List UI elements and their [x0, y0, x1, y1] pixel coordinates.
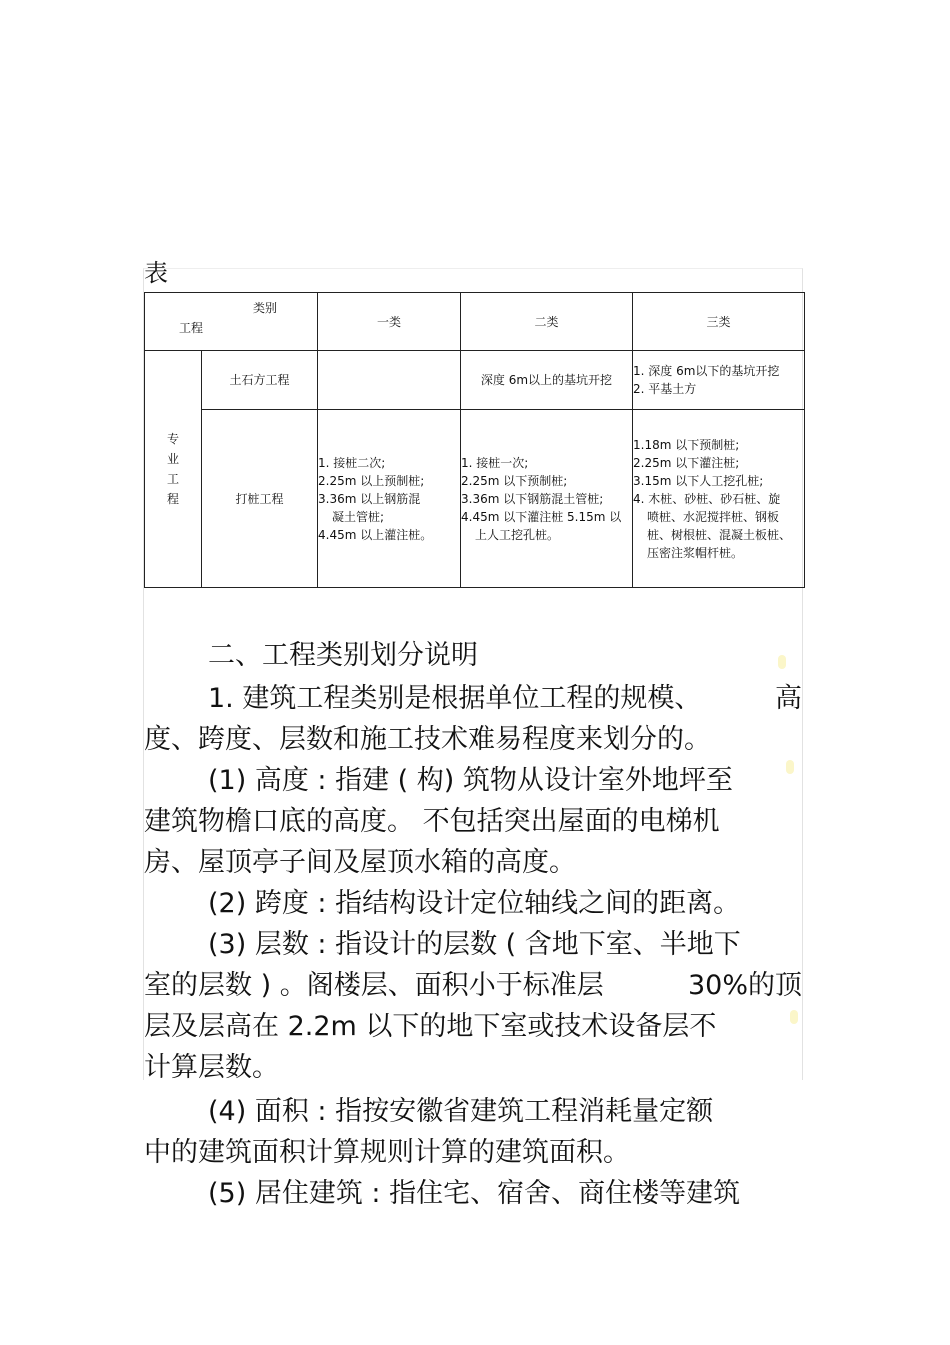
paragraph-line: 建筑物檐口底的高度。 不包括突出屋面的电梯机: [144, 806, 720, 837]
row-name: 土石方工程: [202, 351, 318, 410]
paragraph-line: (4) 面积 : 指按安徽省建筑工程消耗量定额: [208, 1096, 714, 1127]
table-row: [145, 351, 805, 410]
diagonal-header-cell: [145, 293, 318, 351]
paragraph-line: (1) 高度 : 指建 ( 构) 筑物从设计室外地坪至: [208, 765, 733, 796]
header-class3: 三类: [633, 293, 805, 351]
row-class2-cell: [461, 410, 633, 588]
paragraph-line: 1. 建筑工程类别是根据单位工程的规模、 高: [208, 683, 802, 714]
cell-line: 3.36m 以下钢筋混土管桩;: [461, 491, 604, 506]
table-header-row: [145, 293, 805, 351]
group-label-char: 专: [166, 432, 179, 446]
paragraph-line: 室的层数 ) 。阁楼层、面积小于标准层 30%的顶: [144, 970, 802, 1001]
paragraph-line: 层及层高在 2.2m 以下的地下室或技术设备层不: [144, 1011, 717, 1042]
cell-line: 3.15m 以下人工挖孔桩;: [633, 473, 764, 488]
row-class3-cell: [633, 410, 805, 588]
cell-line: 1. 接桩二次;: [318, 455, 386, 470]
cell-line: 压密注浆帽杆桩。: [647, 545, 744, 560]
paragraph-line: (3) 层数 : 指设计的层数 ( 含地下室、半地下: [208, 929, 741, 960]
row-class2-cell: [461, 351, 633, 410]
row-class1-cell: [318, 351, 461, 410]
paragraph-line: 度、跨度、层数和施工技术难易程度来划分的。: [144, 724, 711, 755]
group-label-char: 工: [166, 472, 179, 486]
row-class1-cell: [318, 410, 461, 588]
header-category: 类别: [253, 301, 278, 315]
cell-line: 2.25m 以上预制桩;: [318, 473, 425, 488]
cell-line: 凝土管桩;: [332, 509, 385, 524]
classification-table: [144, 292, 805, 588]
cell-line: 喷桩、水泥搅拌桩、钢板: [647, 509, 780, 524]
paragraph-line: (5) 居住建筑 : 指住宅、宿舍、商住楼等建筑: [208, 1178, 741, 1209]
cell-line: 4.45m 以上灌注桩。: [318, 527, 433, 542]
group-label-char: 程: [166, 492, 179, 506]
cell-line: 上人工挖孔桩。: [475, 527, 560, 542]
paragraph-line: 中的建筑面积计算规则计算的建筑面积。: [144, 1137, 630, 1168]
header-class2: 二类: [461, 293, 633, 351]
cell-line: 2. 平基土方: [633, 382, 697, 396]
group-label: [145, 351, 202, 588]
section-heading: 二、工程类别划分说明: [208, 640, 478, 671]
cell-line: 4. 木桩、砂桩、砂石桩、旋: [633, 491, 781, 506]
header-class1: 一类: [318, 293, 461, 351]
table-label: 表: [144, 259, 168, 287]
paragraph-line: 房、屋顶亭子间及屋顶水箱的高度。: [144, 847, 576, 878]
row-class3-cell: [633, 351, 805, 410]
cell-line: 深度 6m以上的基坑开挖: [480, 373, 613, 387]
cell-line: 3.36m 以上钢筋混: [318, 491, 421, 506]
header-project: 工程: [179, 321, 204, 335]
cell-line: 1.18m 以下预制桩;: [633, 437, 740, 452]
cell-line: 2.25m 以下预制桩;: [461, 473, 568, 488]
cell-line: 2.25m 以下灌注桩;: [633, 455, 740, 470]
paragraph-line: (2) 跨度 : 指结构设计定位轴线之间的距离。: [208, 888, 741, 919]
group-label-char: 业: [166, 452, 179, 466]
paragraph-line: 计算层数。: [144, 1052, 279, 1083]
cell-line: 1. 接桩一次;: [461, 455, 529, 470]
cell-line: 桩、树根桩、混凝土板桩、: [647, 527, 792, 542]
cell-line: 4.45m 以下灌注桩 5.15m 以: [461, 509, 622, 524]
row-name: 打桩工程: [202, 410, 318, 588]
cell-line: 1. 深度 6m以下的基坑开挖: [633, 364, 780, 378]
table-row: [145, 410, 805, 588]
